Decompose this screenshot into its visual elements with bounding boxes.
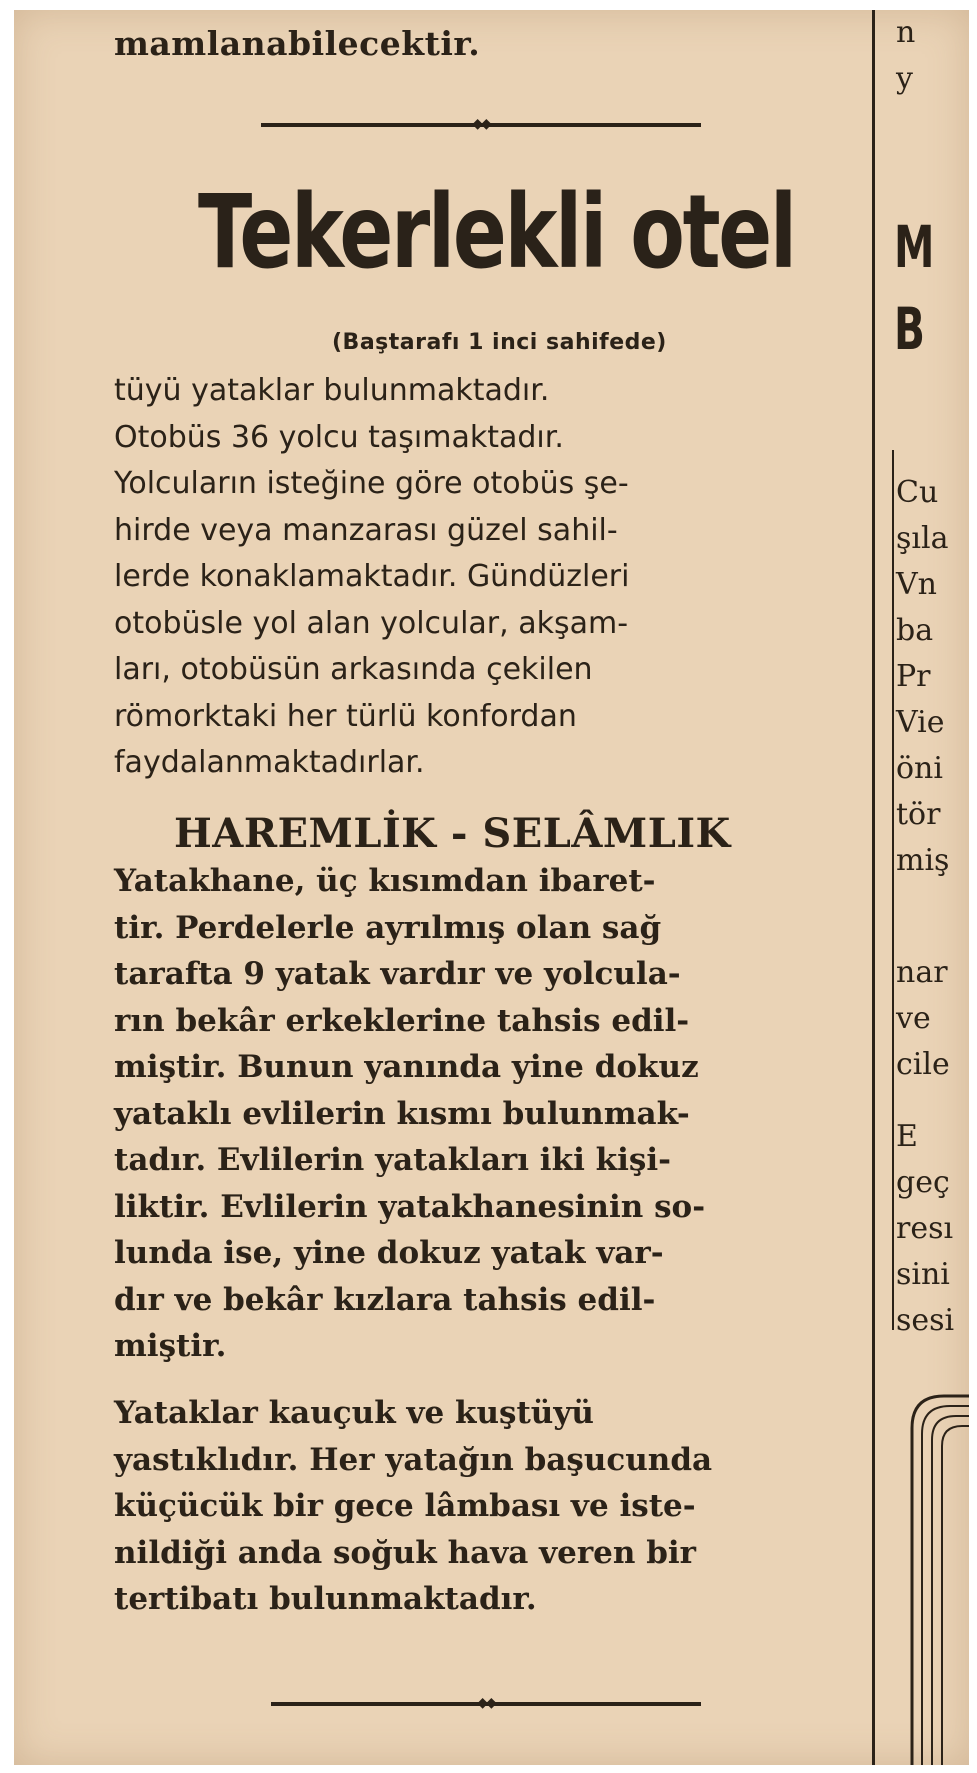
side-fragment: şıla bbox=[896, 521, 949, 556]
side-fragment: cile bbox=[896, 1047, 950, 1082]
paragraph-3 bbox=[114, 1390, 712, 1623]
subheading: HAREMLİK - SELÂMLIK bbox=[174, 810, 731, 857]
side-rule bbox=[892, 450, 894, 1330]
side-fragment: Vn bbox=[896, 567, 937, 602]
text-line: otobüsle yol alan yolcular, akşam- bbox=[114, 605, 629, 641]
side-fragment: sini bbox=[896, 1257, 950, 1292]
side-fragment: E bbox=[896, 1119, 918, 1154]
text-line: liktir. Evlilerin yatakhanesinin so- bbox=[114, 1188, 706, 1225]
top-divider: ◆◆ bbox=[261, 123, 701, 127]
source-note: (Baştarafı 1 inci sahifede) bbox=[332, 330, 667, 355]
text-line: tir. Perdelerle ayrılmış olan sağ bbox=[114, 909, 662, 946]
text-line: nildiği anda soğuk hava veren bir bbox=[114, 1534, 697, 1571]
text-line: Yolcuların isteğine göre otobüs şe- bbox=[114, 466, 629, 501]
side-fragment: y bbox=[896, 61, 913, 96]
continuation-line: mamlanabilecektir. bbox=[114, 24, 481, 63]
side-heading-fragment: B bbox=[894, 295, 925, 363]
text-line: Yataklar kauçuk ve kuştüyü bbox=[114, 1395, 594, 1431]
text-line: Yatakhane, üç kısımdan ibaret- bbox=[114, 863, 656, 899]
side-fragment: nar bbox=[896, 955, 948, 990]
headline: Tekerlekli otel bbox=[198, 173, 795, 292]
side-fragment: Pr bbox=[896, 659, 931, 694]
side-fragment: Cu bbox=[896, 475, 939, 510]
text-line: dır ve bekâr kızlara tahsis edil- bbox=[114, 1281, 656, 1318]
border-ornament bbox=[904, 1388, 969, 1765]
text-line: hirde veya manzarası güzel sahil- bbox=[114, 512, 618, 548]
side-fragment: resı bbox=[896, 1211, 954, 1246]
text-line: tüyü yataklar bulunmaktadır. bbox=[114, 373, 550, 408]
text-line: miştir. bbox=[114, 1328, 227, 1364]
side-fragment: ve bbox=[896, 1001, 931, 1036]
side-fragment: sesi bbox=[896, 1303, 955, 1338]
text-line: tadır. Evlilerin yatakları iki kişi- bbox=[114, 1142, 671, 1178]
text-line: Otobüs 36 yolcu taşımaktadır. bbox=[114, 419, 564, 455]
text-line: tarafta 9 yatak vardır ve yolcula- bbox=[114, 956, 681, 992]
text-line: lunda ise, yine dokuz yatak var- bbox=[114, 1235, 664, 1271]
text-line: yataklı evlilerin kısmı bulunmak- bbox=[114, 1095, 690, 1132]
text-line: tertibatı bulunmaktadır. bbox=[114, 1581, 537, 1617]
text-line: yastıklıdır. Her yatağın başucunda bbox=[114, 1441, 713, 1478]
side-fragment: ba bbox=[896, 613, 934, 648]
newspaper-clipping bbox=[14, 10, 969, 1765]
text-line: küçücük bir gece lâmbası ve iste- bbox=[114, 1488, 696, 1524]
article-column bbox=[106, 10, 866, 1765]
text-line: römorktaki her türlü konfordan bbox=[114, 698, 577, 734]
paragraph-1 bbox=[114, 368, 629, 787]
side-fragment: n bbox=[896, 15, 916, 50]
side-fragment: geç bbox=[896, 1165, 950, 1200]
text-line: faydalanmaktadırlar. bbox=[114, 745, 425, 780]
text-line: rın bekâr erkeklerine tahsis edil- bbox=[114, 1002, 690, 1039]
side-heading-fragment: M bbox=[894, 213, 935, 281]
bottom-divider: ◆◆ bbox=[271, 1702, 701, 1706]
text-line: ları, otobüsün arkasında çekilen bbox=[114, 652, 593, 687]
text-line: lerde konaklamaktadır. Gündüzleri bbox=[114, 559, 630, 594]
text-line: miştir. Bunun yanında yine dokuz bbox=[114, 1049, 699, 1085]
column-rule bbox=[872, 10, 875, 1765]
side-fragment: tör bbox=[896, 797, 941, 832]
side-fragment: miş bbox=[896, 843, 950, 878]
side-fragment: Vie bbox=[896, 705, 945, 740]
side-fragment: öni bbox=[896, 751, 943, 786]
paragraph-2 bbox=[114, 858, 705, 1370]
